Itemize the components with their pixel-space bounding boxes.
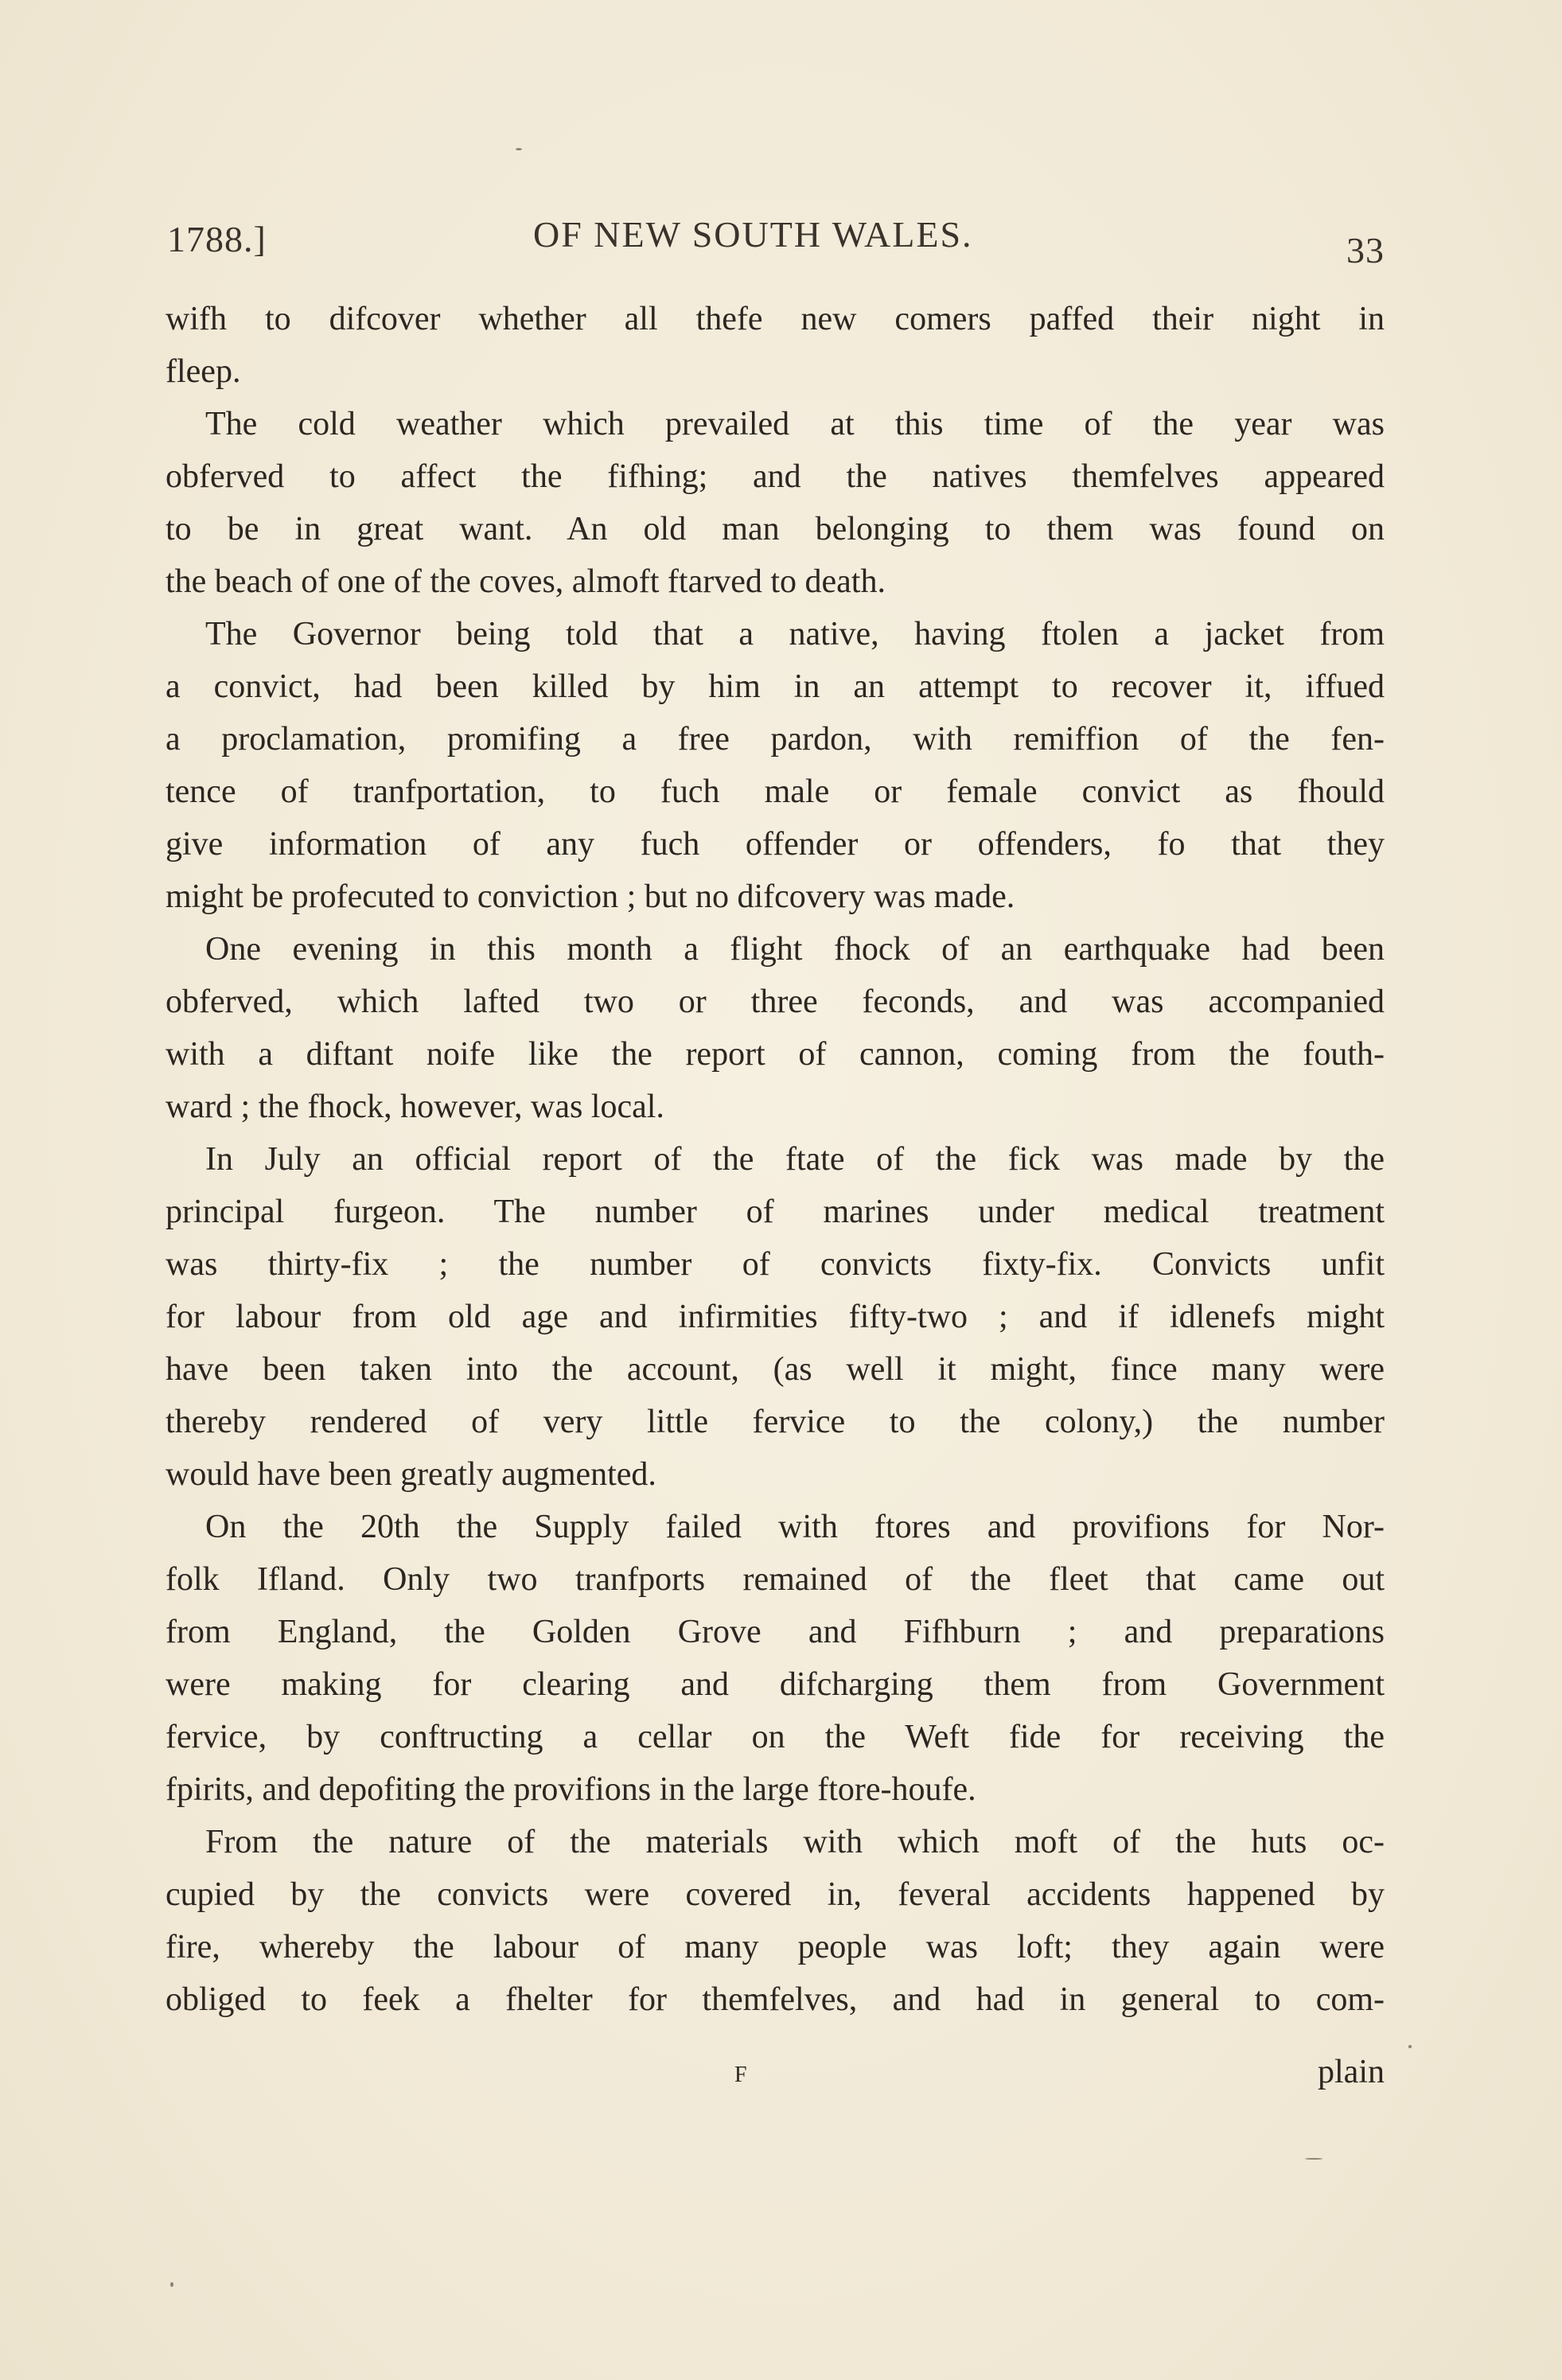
text-line: were making for clearing and difcharging them from Government: [166, 1666, 1385, 1703]
catchword: plain: [1318, 2054, 1385, 2090]
text-line: would have been greatly augmented.: [166, 1456, 656, 1493]
text-line: to be in great want. An old man belonging to them was found on: [166, 511, 1385, 547]
text-line: principal furgeon. The number of marines under medical treatment: [166, 1194, 1385, 1230]
text-line: fire, whereby the labour of many people was loft; they again were: [166, 1929, 1385, 1965]
running-head-title: OF NEW SOUTH WALES.: [533, 214, 973, 255]
text-line: The Governor being told that a native, having ftolen a jacket from: [205, 616, 1385, 652]
text-line: fervice, by conftructing a cellar on the Weft fide for receiving the: [166, 1719, 1385, 1755]
text-line: tence of tranfportation, to fuch male or female convict as fhould: [166, 773, 1385, 810]
text-line: fleep.: [166, 353, 241, 390]
running-head: [167, 213, 1385, 269]
text-line: thereby rendered of very little fervice to the colony,) the number: [166, 1404, 1385, 1440]
text-line: might be profecuted to conviction ; but no difcovery was made.: [166, 878, 1015, 915]
text-line: the beach of one of the coves, almoft ftarved to death.: [166, 563, 886, 600]
body-text: [166, 293, 1385, 2026]
text-line: obferved, which lafted two or three feconds, and was accompanied: [166, 984, 1385, 1020]
text-line: a proclamation, promifing a free pardon, with remiffion of the fen-: [166, 721, 1385, 758]
text-line: have been taken into the account, (as well it might, fince many were: [166, 1351, 1385, 1388]
text-line: give information of any fuch offender or offenders, fo that they: [166, 826, 1385, 863]
text-line: On the 20th the Supply failed with ftores and provifions for Nor-: [205, 1509, 1385, 1545]
text-line: with a diftant noife like the report of cannon, coming from the fouth-: [166, 1036, 1385, 1073]
text-line: One evening in this month a flight fhock of an earthquake had been: [205, 931, 1385, 968]
text-line: ward ; the fhock, however, was local.: [166, 1089, 664, 1125]
text-line: obferved to affect the fifhing; and the natives themfelves appeared: [166, 458, 1385, 495]
text-line: from England, the Golden Grove and Fifhburn ; and preparations: [166, 1614, 1385, 1650]
text-line: a convict, had been killed by him in an attempt to recover it, iffued: [166, 668, 1385, 705]
paper-speck: [1408, 2045, 1412, 2048]
page-number: 33: [1346, 230, 1385, 271]
text-line: was thirty-fix ; the number of convicts fixty-fix. Convicts unfit: [166, 1246, 1385, 1283]
paper-speck: [516, 148, 522, 150]
text-line: wifh to difcover whether all thefe new comers paffed their night in: [166, 301, 1385, 337]
text-line: The cold weather which prevailed at this time of the year was: [205, 406, 1385, 442]
paper-speck: [170, 2282, 173, 2287]
text-line: From the nature of the materials with which moft of the huts oc-: [205, 1824, 1385, 1860]
text-line: fpirits, and depofiting the provifions in the large ftore-houfe.: [166, 1771, 976, 1808]
text-line: folk Ifland. Only two tranfports remained of the fleet that came out: [166, 1561, 1385, 1598]
running-head-year: 1788.]: [167, 219, 267, 259]
page-footer: [166, 2053, 1385, 2105]
paper-speck: [1305, 2158, 1322, 2160]
text-line: obliged to feek a fhelter for themfelves, and had in general to com-: [166, 1981, 1385, 2018]
text-line: for labour from old age and infirmities fifty-two ; and if idlenefs might: [166, 1299, 1385, 1335]
text-line: In July an official report of the ftate of the fick was made by the: [205, 1141, 1385, 1178]
text-line: cupied by the convicts were covered in, feveral accidents happened by: [166, 1876, 1385, 1913]
signature-mark: F: [734, 2063, 747, 2087]
